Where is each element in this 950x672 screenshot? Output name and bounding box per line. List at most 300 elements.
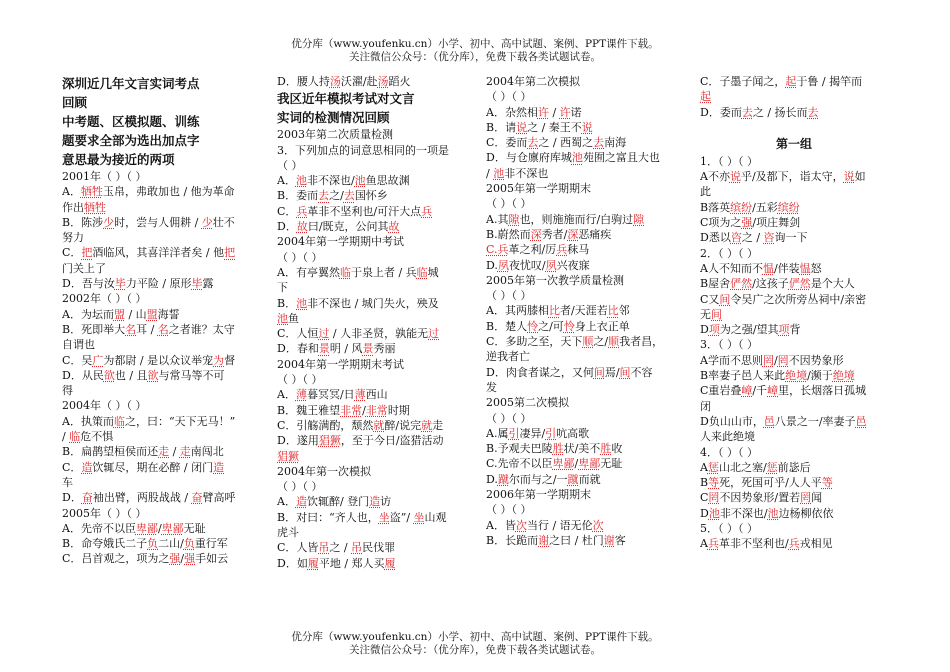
line-text: 不因势象形/置若 — [719, 491, 801, 505]
line-text: A．杂然相 — [486, 105, 538, 119]
question-line — [62, 414, 258, 429]
line-text: D负山山市， — [700, 414, 764, 428]
line-text: 而就 — [578, 472, 601, 486]
line-text: 焉/ — [604, 365, 620, 379]
key-word: 缤纷 — [777, 200, 800, 214]
line-text: B．委而 — [277, 189, 319, 203]
question-line — [277, 357, 467, 372]
key-word: 说 — [843, 170, 855, 184]
line-text: D． — [62, 491, 82, 505]
question-line — [277, 127, 467, 142]
key-word: 去 — [527, 136, 539, 150]
key-word: 去 — [741, 105, 753, 119]
line-text: 苑囿之富且大也 — [582, 151, 660, 165]
question-line — [700, 368, 888, 383]
key-word: 引 — [545, 426, 557, 440]
line-text: /千 — [752, 384, 768, 398]
line-text: 努力 — [62, 231, 84, 245]
line-text: 无耻 — [600, 457, 623, 471]
question-line — [62, 368, 258, 383]
line-text: 之者谁？太守 — [168, 322, 235, 336]
line-text: 车 — [62, 475, 73, 489]
line-text: 2004年第一次模拟 — [277, 464, 371, 478]
line-text: 3．下列加点的词意思相同的一项是 — [277, 143, 449, 157]
line-text: 无 — [700, 307, 711, 321]
key-word: 临 — [69, 430, 81, 444]
key-word: 邑 — [855, 414, 867, 428]
question-line — [62, 230, 258, 245]
line-text: 4．（ ）（ ） — [700, 445, 758, 459]
key-word: 比 — [607, 304, 619, 318]
question-line — [486, 365, 680, 380]
question-line — [486, 380, 680, 395]
question-line — [486, 196, 680, 211]
line-text: 2005年第一次教学质量检测 — [486, 273, 624, 287]
question-line — [62, 322, 258, 337]
key-word: 邑 — [763, 414, 775, 428]
question-line — [700, 105, 888, 120]
key-word: 履 — [384, 556, 396, 570]
question-line — [486, 258, 680, 273]
line-text: 5．（ ）（ ） — [700, 522, 758, 536]
line-text: A不亦 — [700, 170, 730, 184]
question-line — [486, 319, 680, 334]
line-text: /项庄舞剑 — [752, 216, 801, 230]
question-line — [277, 525, 467, 540]
line-text: C又 — [700, 292, 720, 306]
line-text: 之曰 / 杜门 — [549, 533, 604, 547]
line-text: 下 — [277, 281, 288, 295]
line-text: 尔而与之/一 — [508, 472, 568, 486]
question-line — [277, 556, 467, 571]
footer-line-2: 关注微信公众号：（优分库），免费下载各类试题试卷。 — [349, 644, 601, 656]
section-heading — [62, 93, 258, 112]
key-word: 卑鄙 — [135, 521, 158, 535]
key-word: 次 — [592, 518, 604, 532]
line-text: 力平险 / 原形 — [125, 277, 192, 291]
line-text: 2001年（ ）（ ） — [62, 170, 147, 183]
key-word: 夙 — [497, 258, 509, 272]
line-text: 邻 — [618, 304, 630, 318]
line-text: 时，尝与人佣耕 / — [114, 215, 202, 229]
line-text: B落英 — [700, 200, 731, 214]
key-word: 间 — [619, 365, 631, 379]
header-line-1: 优分库（www.youfenku.cn）小学、初中、高中试题、案例、PPT课件下载。 — [291, 38, 659, 50]
question-line — [277, 296, 467, 311]
line-text: 鱼思故渊 — [365, 174, 410, 188]
key-word: 池 — [708, 506, 720, 520]
question-line — [277, 464, 467, 479]
key-word: 名 — [157, 322, 169, 336]
line-text: 时期 — [387, 403, 410, 417]
question-line — [277, 387, 467, 402]
line-text: 重行军 — [194, 537, 228, 551]
question-line — [277, 341, 467, 356]
question-line — [277, 540, 467, 555]
question-line — [486, 135, 680, 150]
line-text: 鱼 — [288, 311, 299, 325]
line-text: 访 — [380, 495, 392, 509]
section-heading — [62, 112, 258, 131]
key-word: 强 — [169, 552, 181, 566]
key-word: 深 — [567, 227, 579, 241]
line-text: 臂高呼 — [202, 491, 236, 505]
key-word: 隙 — [633, 212, 645, 226]
question-line — [486, 150, 680, 165]
key-word: 猖獗 — [277, 449, 299, 463]
question-line — [62, 291, 258, 306]
line-text: D．如 — [277, 556, 308, 570]
question-line — [62, 200, 258, 215]
line-text: 不因势象形 — [788, 353, 844, 367]
line-text: 门关上了 — [62, 261, 106, 275]
key-word: 奋 — [81, 491, 93, 505]
question-line — [62, 261, 258, 276]
line-text: D — [700, 323, 709, 337]
key-word: 说 — [581, 120, 593, 134]
line-text: 之/可 — [538, 319, 564, 333]
line-text: 实词的检测情况回顾 — [277, 110, 390, 126]
line-text: 明 / 风 — [329, 342, 363, 356]
question-line — [486, 395, 680, 410]
key-word: 去 — [343, 189, 355, 203]
key-word: 造 — [213, 460, 225, 474]
line-text: 暮冥冥/日 — [306, 388, 355, 402]
line-text: 曰/既克，公问其 — [307, 220, 389, 234]
line-text: B.蔚然而 — [486, 227, 531, 241]
line-text: 之/ — [329, 189, 344, 203]
line-text: A．其两膝相 — [486, 304, 549, 318]
line-text: B．扁鹊望桓侯而还 — [62, 445, 159, 459]
line-text: 玉帛，弗敢加也 / 他为革命 — [102, 185, 235, 199]
line-text: / — [773, 353, 778, 367]
question-line — [700, 276, 888, 291]
question-line — [62, 337, 258, 352]
line-text: 革非不坚利也/可汗大点 — [307, 204, 422, 218]
question-line — [277, 433, 467, 448]
line-text: / — [62, 430, 70, 444]
line-text: 凄异/ — [519, 426, 546, 440]
key-word: 怜 — [527, 319, 539, 333]
key-word: 说 — [516, 120, 528, 134]
line-text: 山北之塞/ — [718, 460, 767, 474]
line-text: A． — [277, 388, 296, 402]
question-line — [486, 273, 680, 288]
question-line — [486, 441, 680, 456]
key-word: 罔 — [777, 353, 789, 367]
line-text: C．吴 — [62, 353, 93, 367]
line-text: 深圳近几年文言实词考点 — [62, 76, 200, 91]
line-text: 南海 — [604, 136, 627, 150]
question-line — [700, 506, 888, 521]
key-word: 惩 — [766, 460, 778, 474]
question-line — [700, 399, 888, 414]
question-line — [277, 510, 467, 525]
line-text: B． — [277, 296, 297, 310]
line-text: 1．（ ）（ ） — [700, 154, 758, 168]
line-text: A．先帝不以臣 — [62, 521, 136, 535]
line-text: /濒于 — [807, 369, 833, 383]
line-text: 与常马等不可 — [158, 368, 225, 382]
line-text: A — [700, 537, 708, 551]
line-text: 沃濯/赴 — [340, 75, 378, 88]
key-word: 走 — [179, 445, 191, 459]
line-text: D — [700, 506, 709, 520]
line-text: B．魏王雅望 — [277, 403, 341, 417]
key-word: 项 — [708, 323, 720, 337]
line-text: C项为之 — [700, 216, 742, 230]
column-4 — [700, 74, 888, 552]
line-text: / — [574, 457, 579, 471]
key-word: 间 — [719, 292, 731, 306]
question-line — [277, 143, 467, 158]
question-line — [700, 89, 888, 104]
key-word: 牺牲 — [84, 200, 106, 214]
key-word: 等 — [708, 476, 720, 490]
key-word: 去 — [318, 189, 330, 203]
line-text: 闭 — [700, 399, 711, 413]
line-text: D．肉食者谋之，又何 — [486, 365, 594, 379]
key-word: 胜 — [552, 442, 564, 456]
question-line — [486, 533, 680, 548]
line-text: 2005年第一学期期末 — [486, 182, 591, 196]
key-word: 兵 — [421, 204, 433, 218]
key-word: 顺 — [582, 335, 594, 349]
question-line — [277, 265, 467, 280]
question-line — [700, 429, 888, 444]
question-line — [62, 383, 258, 398]
line-text: 酒临风，其喜洋洋者矣 / 他 — [92, 246, 225, 260]
key-word: 为 — [213, 353, 225, 367]
line-text: 3．（ ）（ ） — [700, 338, 758, 352]
question-line — [486, 334, 680, 349]
line-text: C.先帝不以臣 — [486, 457, 553, 471]
key-word: 引 — [508, 426, 520, 440]
key-word: 怜 — [563, 319, 575, 333]
line-text: 之/ — [593, 335, 609, 349]
question-line — [486, 74, 680, 89]
line-text: （ ）（ ） — [486, 289, 532, 303]
line-text: 闻 — [811, 491, 823, 505]
question-line — [700, 383, 888, 398]
key-word: 谢 — [538, 533, 550, 547]
line-text: 我区近年模拟考试对文言 — [277, 91, 415, 107]
key-word: 嶂 — [741, 384, 753, 398]
line-text: 2005第二次模拟 — [486, 396, 569, 410]
line-text: C．人皆 — [277, 541, 319, 555]
line-text: 2004年第一学期期中考试 — [277, 235, 404, 249]
line-text: B．对曰：“齐人也， — [277, 510, 379, 524]
line-text: D悉以 — [700, 231, 731, 245]
key-word: 愠 — [799, 261, 811, 275]
line-text: 2005年（ ）（ ） — [62, 506, 147, 520]
line-text: 前毖后 — [777, 460, 811, 474]
question-line — [700, 414, 888, 429]
key-word: 兵 — [707, 537, 719, 551]
line-text: D. — [486, 258, 498, 272]
line-text: B．请 — [486, 120, 517, 134]
line-text: 题要求全部为选出加点字 — [62, 133, 200, 148]
line-text: D．委而 — [700, 105, 742, 119]
line-text: 非不深也 / 城门失火，殃及 — [307, 296, 439, 310]
question-line — [62, 536, 258, 551]
line-text: D． — [277, 220, 297, 234]
line-text: 死，死国可乎/人人平 — [719, 476, 822, 490]
line-text: C．多助之至，天下 — [486, 335, 583, 349]
key-word: 猖獗 — [318, 434, 341, 448]
line-text: 令吴广之次所旁丛祠中/亲密 — [730, 292, 867, 306]
line-text: 走 — [432, 418, 444, 432]
line-text: 2006年第一学期期末 — [486, 488, 591, 502]
key-word: 卑鄙 — [552, 457, 575, 471]
question-line — [700, 337, 888, 352]
question-line — [486, 411, 680, 426]
line-text: 也，则施施而行/白驹过 — [519, 212, 634, 226]
question-line — [62, 245, 258, 260]
key-word: 间 — [711, 307, 722, 321]
question-line — [700, 490, 888, 505]
key-word: 过 — [428, 327, 440, 341]
key-word: 蹴 — [497, 472, 509, 486]
line-text: / — [362, 403, 366, 417]
line-text: 我者昌， — [619, 335, 664, 349]
column-3 — [486, 74, 680, 548]
line-text: （ ）（ ） — [277, 480, 323, 494]
key-word: 池 — [295, 174, 307, 188]
line-text: 意思最为接近的两项 — [62, 152, 175, 167]
column-2 — [277, 74, 467, 571]
line-text: 人来此绝境 — [700, 430, 755, 444]
question-line — [700, 292, 888, 307]
key-word: 次 — [515, 518, 527, 532]
line-text: 恶痛疾 — [578, 227, 612, 241]
question-line — [700, 169, 888, 184]
line-text: 秀者/ — [541, 227, 568, 241]
line-text: 非不深也/ — [306, 174, 355, 188]
key-word: 愠 — [762, 261, 774, 275]
line-text: 山观 — [424, 510, 447, 524]
line-text: D．腰人持 — [277, 75, 330, 88]
line-text: 不容 — [630, 365, 653, 379]
line-text: 海誓 — [157, 307, 180, 321]
question-line — [486, 502, 680, 517]
key-word: 名 — [125, 322, 137, 336]
line-text: B．长跪而 — [486, 533, 539, 547]
line-text: 秀丽 — [373, 342, 396, 356]
line-text: 诺 — [570, 105, 582, 119]
question-line — [700, 184, 888, 199]
line-text: 怒 — [810, 261, 822, 275]
question-line — [62, 429, 258, 444]
key-word: 深 — [530, 227, 542, 241]
key-word: 池 — [354, 174, 366, 188]
line-text: （ ）（ ） — [486, 411, 532, 425]
line-text: 者/天涯若 — [559, 304, 608, 318]
section-heading — [62, 74, 258, 93]
key-word: 蹴 — [567, 472, 579, 486]
key-word: 池 — [767, 506, 779, 520]
line-text: / 山 — [124, 307, 147, 321]
line-text: 虎斗 — [277, 526, 299, 540]
question-line — [700, 200, 888, 215]
line-text: 自谓也 — [62, 338, 95, 352]
line-text: 民伐罪 — [362, 541, 396, 555]
line-text: B屋舍 — [700, 277, 731, 291]
line-text: 壮不 — [212, 215, 235, 229]
line-text: C． — [62, 246, 82, 260]
line-text: 耳 / — [136, 322, 158, 336]
question-line — [62, 490, 258, 505]
question-line — [277, 173, 467, 188]
page-header — [0, 38, 950, 64]
question-line — [700, 230, 888, 245]
line-text: A人不知而不 — [700, 261, 763, 275]
line-text: B．楚人 — [486, 319, 528, 333]
line-text: C重岩叠 — [700, 384, 742, 398]
line-text: 饮辄尽，期在必醉 / 闭门 — [92, 460, 214, 474]
line-text: 第一组 — [775, 136, 812, 151]
key-word: 罔 — [708, 491, 720, 505]
line-text: 露 — [202, 277, 214, 291]
key-word: 绝境 — [832, 369, 855, 383]
question-line — [62, 475, 258, 490]
key-word: 负 — [183, 537, 195, 551]
line-text: D．吾与汝 — [62, 277, 115, 291]
line-text: 之 / 扬长而 — [752, 105, 808, 119]
question-line — [700, 120, 888, 135]
line-text: 之 / — [741, 231, 764, 245]
key-word: 缤纷 — [730, 200, 753, 214]
line-text: 逆我者亡 — [486, 350, 530, 364]
question-line — [486, 288, 680, 303]
line-text: C．吕首观之，项为之 — [62, 552, 170, 566]
key-word: 吊 — [318, 541, 330, 555]
line-text: 此 — [700, 185, 711, 199]
line-text: 于泉上者 / 兵 — [350, 265, 417, 279]
question-line — [62, 506, 258, 521]
question-line — [277, 234, 467, 249]
key-word: 汤 — [377, 75, 389, 88]
question-line — [277, 403, 467, 418]
line-text: / — [169, 445, 180, 459]
key-word: 比 — [548, 304, 560, 318]
key-word: 牺牲 — [80, 185, 103, 199]
key-word: 等 — [821, 476, 833, 490]
key-word: 谢 — [603, 533, 615, 547]
key-word: 就 — [421, 418, 433, 432]
line-text: A.其 — [486, 212, 509, 226]
line-text: 2004年第一学期期末考试 — [277, 357, 404, 371]
question-line — [486, 456, 680, 471]
question-line — [486, 487, 680, 502]
question-line — [486, 303, 680, 318]
key-word: 兵 — [296, 204, 308, 218]
page-footer — [0, 631, 950, 657]
key-word: 欲 — [147, 368, 159, 382]
key-word: 造 — [81, 460, 93, 474]
line-text: B — [700, 476, 709, 490]
key-word: 俨然 — [788, 277, 811, 291]
line-text: 城 — [427, 265, 439, 279]
line-text: 革之利/厉 — [508, 243, 557, 257]
line-text: 也 / 且 — [114, 368, 148, 382]
line-text: 发 — [486, 380, 497, 394]
line-text: D．遂用 — [277, 434, 319, 448]
key-word: 顺 — [608, 335, 620, 349]
footer-line-1: 优分库（www.youfenku.cn）小学、初中、高中试题、案例、PPT课件下载。 — [291, 631, 659, 643]
line-text: 西山 — [365, 388, 388, 402]
line-text: / — [180, 552, 185, 566]
